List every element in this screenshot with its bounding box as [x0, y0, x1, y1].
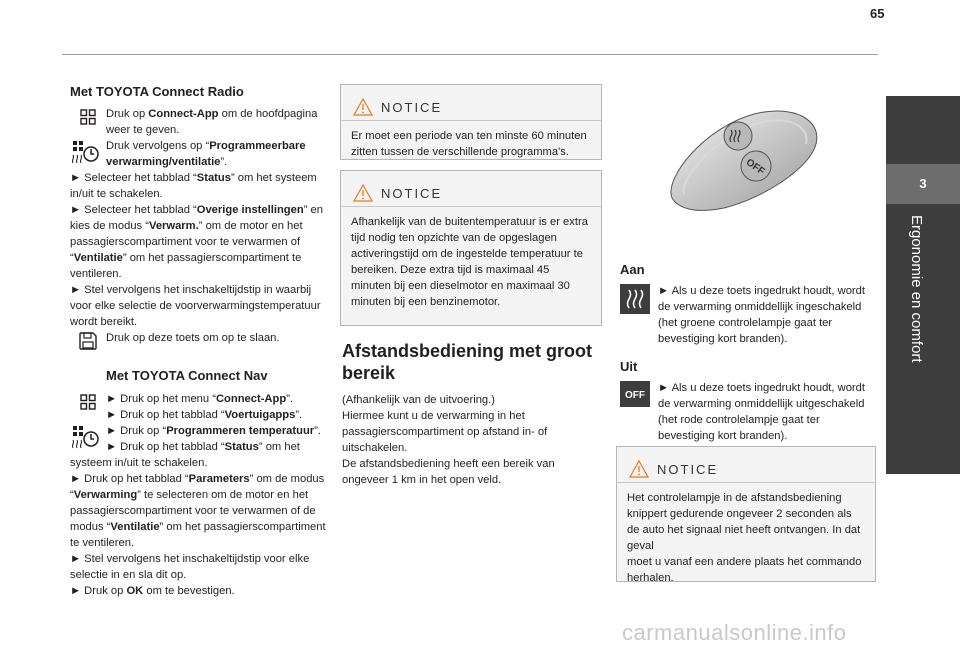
heading-nav: Met TOYOTA Connect Nav: [106, 368, 268, 383]
off-button-icon: [620, 381, 650, 407]
off-section: [620, 359, 878, 444]
radio-step-3: ► Selecteer het tabblad “Status” om het systeem in/uit te schakelen.: [70, 172, 317, 200]
app-grid-icon: [80, 109, 96, 125]
nav-step-5: ► Druk op het tabblad “Parameters” om de modus “Verwarming” te selecteren om de motor en het passagierscompartiment voor te verwarmen of de modus “Ventilatie” om het passagierscompartiment te ventileren.: [70, 473, 326, 549]
off-description: OFF ► Als u deze toets ingedrukt houdt, wordt de verwarming onmiddellijk uitgeschakeld (het rode controlelampje gaat ter bevestiging kort branden).: [620, 380, 878, 444]
notice-text: Afhankelijk van de buitentemperatuur is er extra tijd nodig ten opzichte van de opgeslagen activeringstijd om de ingestelde temperatuur te bereiken. Deze extra tijd is maximaal 45 minuten bij een dieselmotor en maximaal 30 minuten bij een benzinemotor.: [351, 216, 588, 308]
nav-step-1: ► Druk op het menu “Connect-App”.: [70, 391, 332, 407]
warning-icon: [353, 184, 373, 202]
notice-title: NOTICE: [657, 461, 719, 477]
chapter-title: Ergonomie en comfort: [908, 215, 925, 363]
heading-off: Uit: [620, 359, 638, 374]
heading-remote: Afstandsbediening met groot bereik: [342, 341, 593, 383]
save-icon: [78, 331, 98, 351]
warning-icon: [353, 98, 373, 116]
radio-step-1: Druk op Connect-App om de hoofdpagina weer te geven.: [70, 106, 332, 138]
off-icon-label: OFF: [625, 390, 645, 401]
heat-button-icon: [620, 284, 650, 314]
warning-icon: [629, 460, 649, 478]
column-1: [70, 84, 332, 599]
radio-step-4: ► Selecteer het tabblad “Overige instellingen” en kies de modus “Verwarm.” om de motor en het passagierscompartiment voor te verwarmen of “Ventilatie” om het passagierscompartiment te ventileren.: [70, 204, 323, 280]
app-grid-icon: [80, 394, 96, 410]
nav-step-3: ► Druk op “Programmeren temperatuur”.: [70, 423, 332, 439]
chapter-number: 3: [919, 176, 927, 191]
remote-p3: De afstandsbediening heeft een bereik van ongeveer 1 km in het open veld.: [342, 458, 555, 486]
nav-step-6: ► Stel vervolgens het inschakeltijdstip voor elke selectie in en sla dit op.: [70, 553, 310, 581]
heading-radio: Met TOYOTA Connect Radio: [70, 84, 244, 99]
remote-p1: (Afhankelijk van de uitvoering.): [342, 394, 495, 406]
notice-box-1: [340, 84, 602, 160]
notice-title: NOTICE: [381, 99, 443, 115]
remote-section: [342, 340, 602, 488]
heating-timer-icon: [70, 425, 100, 449]
nav-step-7: ► Druk op OK om te bevestigen.: [70, 585, 235, 597]
radio-step-6: Druk op deze toets om op te slaan.: [70, 330, 332, 352]
nav-step-4: ► Druk op het tabblad “Status” om het systeem in/uit te schakelen.: [70, 441, 300, 469]
page-number: 65: [870, 6, 885, 21]
notice-box-2: [340, 170, 602, 326]
remote-off-label: OFF: [743, 156, 767, 178]
notice-text: Het controlelampje in de afstandsbediening knippert gedurende ongeveer 2 seconden als de auto het signaal niet heeft ontvangen. In dat geval moet u vanaf een andere plaats het commando herhalen.: [627, 492, 862, 584]
on-description: ► Als u deze toets ingedrukt houdt, wordt de verwarming onmiddellijk ingeschakeld (het groene controlelampje gaat ter bevestiging kort branden).: [620, 283, 878, 347]
header-rule: [62, 54, 878, 55]
nav-step-2: ► Druk op het tabblad “Voertuigapps”.: [106, 409, 303, 421]
notice-box-3: [616, 446, 876, 582]
radio-step-5: ► Stel vervolgens het inschakeltijdstip in waarbij voor elke selectie de voorverwarmingstemperatuur wordt bereikt.: [70, 284, 321, 328]
remote-p2: Hiermee kunt u de verwarming in het passagierscompartiment op afstand in- of uitschakelen.: [342, 410, 548, 454]
heading-on: Aan: [620, 262, 645, 277]
remote-control-illustration: [664, 108, 824, 212]
notice-title: NOTICE: [381, 185, 443, 201]
radio-step-2: Druk vervolgens op “Programmeerbare verwarming/ventilatie”.: [70, 138, 332, 170]
on-section: [620, 262, 878, 347]
heating-timer-icon: [70, 140, 100, 164]
notice-text: Er moet een periode van ten minste 60 minuten zitten tussen de verschillende programma's.: [351, 130, 587, 158]
watermark: carmanualsonline.info: [622, 620, 847, 645]
